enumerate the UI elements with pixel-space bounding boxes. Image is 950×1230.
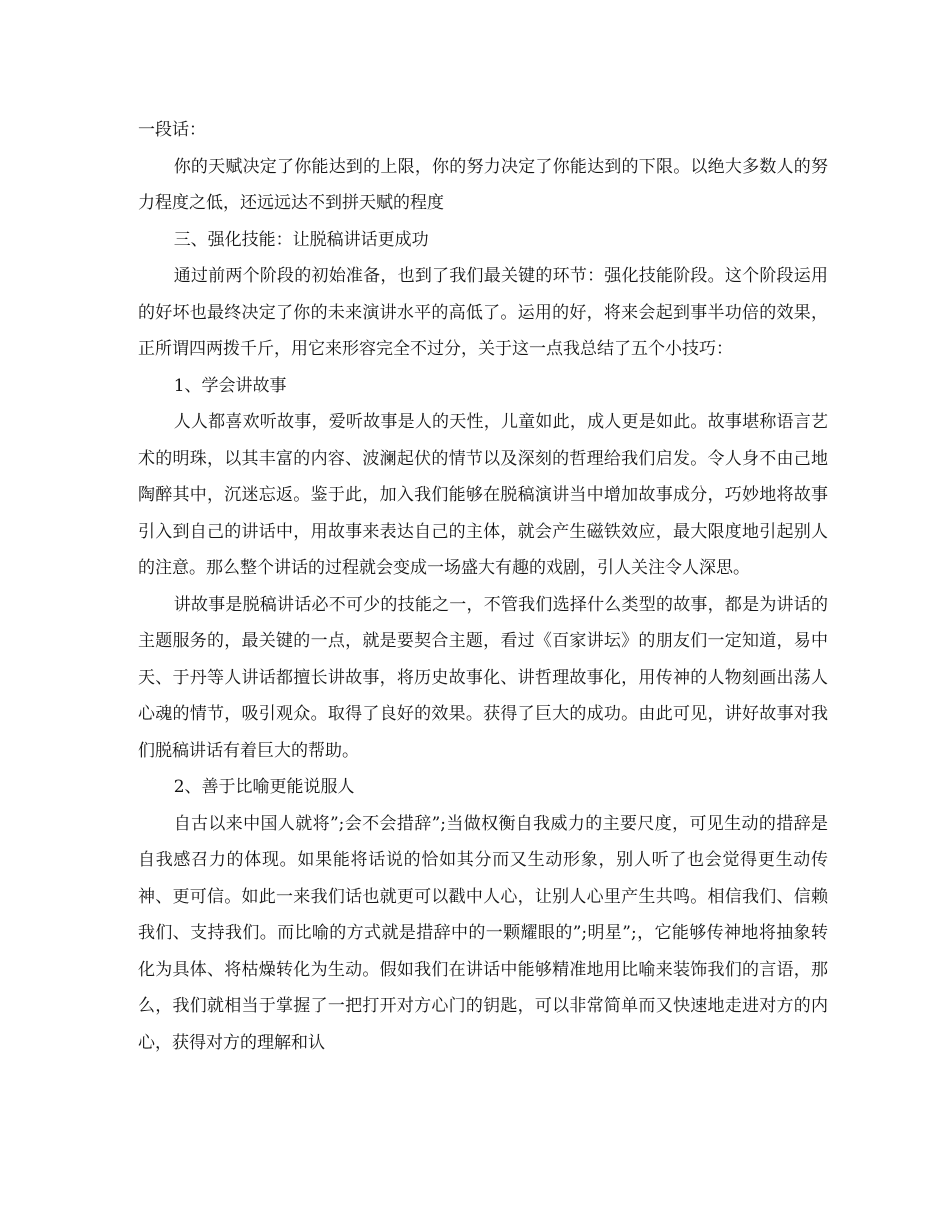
subheading-tip-2: 2、善于比喻更能说服人: [173, 777, 355, 797]
paragraph-section-3-intro: 通过前两个阶段的初始准备，也到了我们最关键的环节：强化技能阶段。这个阶段运用的好坏也最终决定了你的未来演讲水平的高低了。运用的好，将来会起到事半功倍的效果，正所谓四两拨千斤，用它来形容完全不过分，关于这一点我总结了五个小技巧：: [138, 266, 828, 359]
subheading-tip-1: 1、学会讲故事: [173, 375, 287, 396]
paragraph-intro: 一段话：: [138, 120, 206, 140]
paragraph-tip-1-b: 讲故事是脱稿讲话必不可少的技能之一，不管我们选择什么类型的故事，都是为讲话的主题服务的，最关键的一点，就是要契合主题，看过《百家讲坛》的朋友们一定知道，易中天、于丹等人讲话都擅长讲故事，将历史故事化、讲哲理故事化，用传神的人物刻画出荡人心魂的情节，吸引观众。取得了良好的效果。获得了巨大的成功。由此可见，讲好故事对我们脱稿讲话有着巨大的帮助。: [138, 594, 828, 761]
paragraph-tip-1-a: 人人都喜欢听故事，爱听故事是人的天性，儿童如此，成人更是如此。故事堪称语言艺术的明珠，以其丰富的内容、波澜起伏的情节以及深刻的哲理给我们启发。令人身不由己地陶醉其中，沉迷忘返。鉴于此，加入我们能够在脱稿演讲当中增加故事成分，巧妙地将故事引入到自己的讲话中，用故事来表达自己的主体，就会产生磁铁效应，最大限度地引起别人的注意。那么整个讲话的过程就会变成一场盛大有趣的戏剧，引人关注令人深思。: [138, 412, 828, 578]
document-body: [138, 112, 828, 1061]
paragraph-tip-2-a: 自古以来中国人就将”;会不会措辞”;当做权衡自我威力的主要尺度，可见生动的措辞是自我感召力的体现。如果能将话说的恰如其分而又生动形象，别人听了也会觉得更生动传神、更可信。如此一来我们话也就更可以戳中人心，让别人心里产生共鸣。相信我们、信赖我们、支持我们。而比喻的方式就是措辞中的一颗耀眼的”;明星”;，它能够传神地将抽象转化为具体、将枯燥转化为生动。假如我们在讲话中能够精准地用比喻来装饰我们的言语，那么，我们就相当于掌握了一把打开对方心门的钥匙，可以非常简单而又快速地走进对方的内心，获得对方的理解和认: [138, 813, 828, 1053]
section-heading-3: 三、强化技能：让脱稿讲话更成功: [173, 229, 429, 250]
paragraph-quote: 你的天赋决定了你能达到的上限，你的努力决定了你能达到的下限。以绝大多数人的努力程度之低，还远远达不到拼天赋的程度: [138, 156, 828, 213]
